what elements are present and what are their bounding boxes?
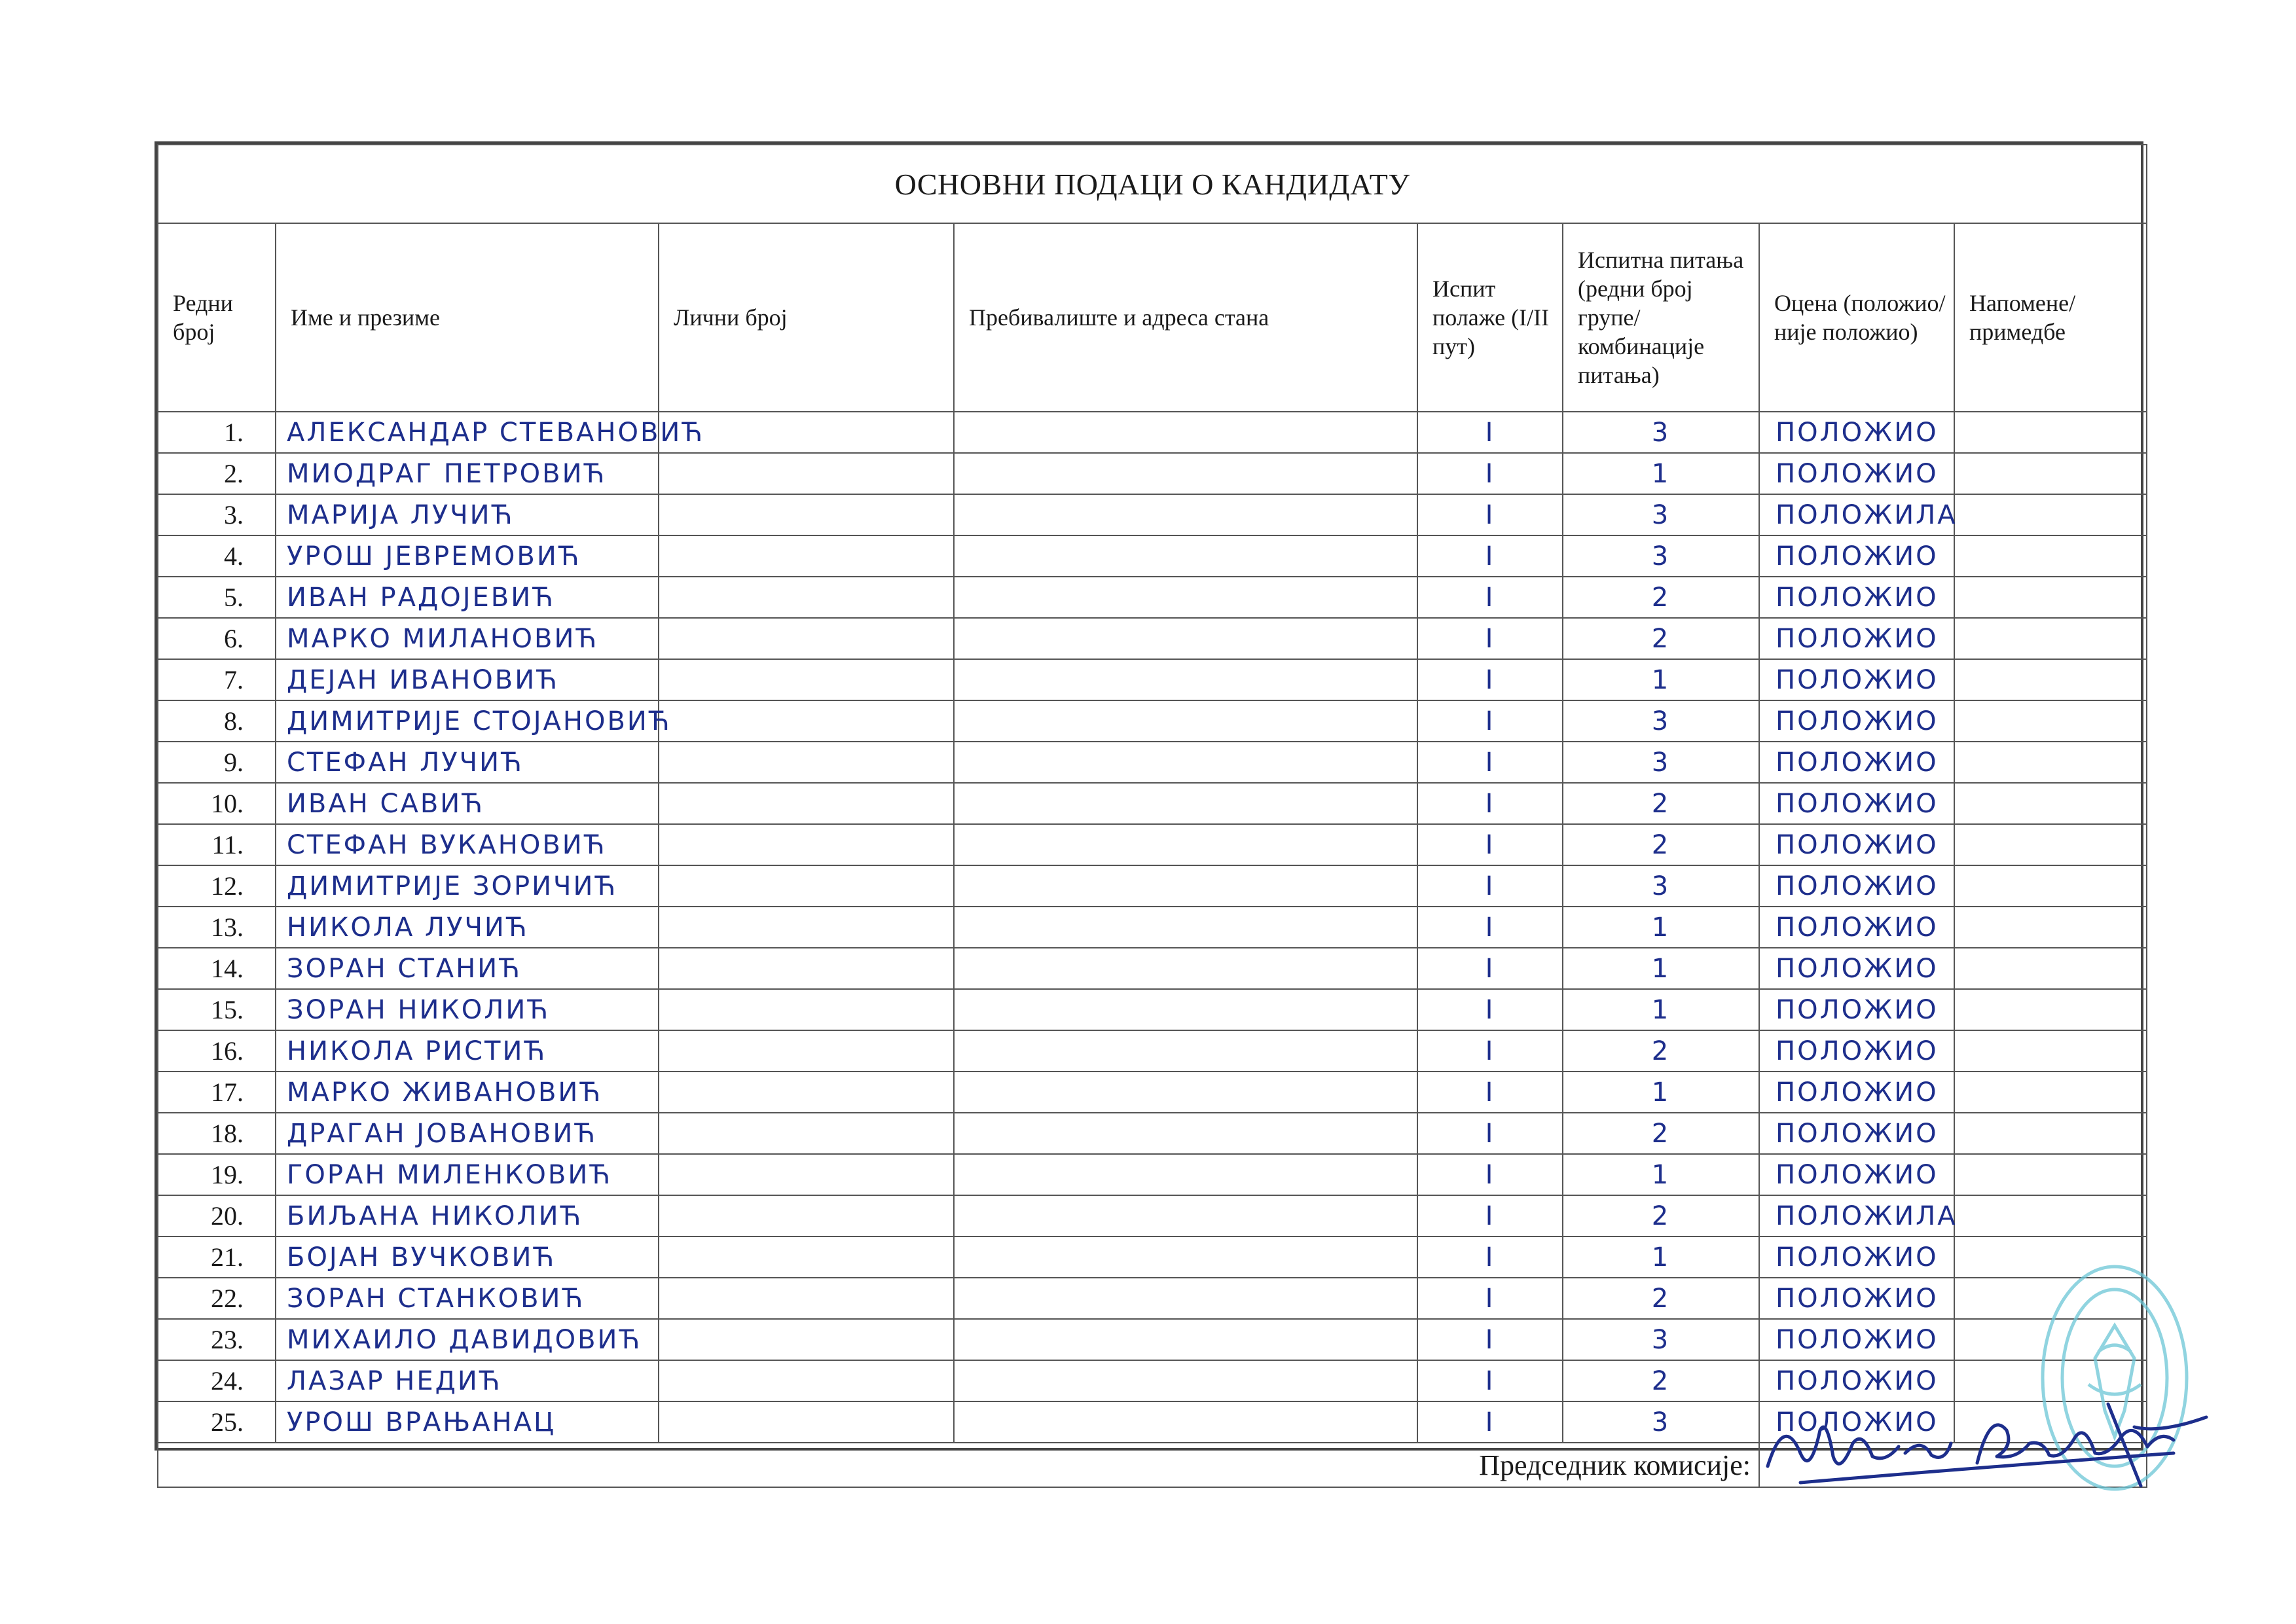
row-questions: 2 <box>1563 783 1759 824</box>
row-grade: ПОЛОЖИО <box>1759 989 1954 1030</box>
row-notes <box>1954 659 2147 700</box>
row-name: БИЉАНА НИКОЛИЋ <box>276 1195 659 1236</box>
table-row <box>158 824 2147 865</box>
row-address <box>954 989 1417 1030</box>
col-header-ordinal: Редни број <box>158 223 276 412</box>
row-personal-number <box>659 907 954 948</box>
col-header-attempt: Испит полаже (I/II пут) <box>1417 223 1563 412</box>
row-grade: ПОЛОЖИО <box>1759 1360 1954 1401</box>
table-row <box>158 907 2147 948</box>
row-questions: 2 <box>1563 618 1759 659</box>
row-questions: 1 <box>1563 1154 1759 1195</box>
table-row <box>158 453 2147 494</box>
row-personal-number <box>659 453 954 494</box>
row-notes <box>1954 1154 2147 1195</box>
table-row <box>158 783 2147 824</box>
col-header-notes: Напомене/ примедбе <box>1954 223 2147 412</box>
table-row <box>158 1278 2147 1319</box>
row-notes <box>1954 824 2147 865</box>
row-number: 11. <box>158 824 276 865</box>
table-row <box>158 948 2147 989</box>
table-row <box>158 494 2147 535</box>
row-number: 16. <box>158 1030 276 1072</box>
row-address <box>954 618 1417 659</box>
table-row <box>158 412 2147 453</box>
row-name: ГОРАН МИЛЕНКОВИЋ <box>276 1154 659 1195</box>
row-name: СТЕФАН ЛУЧИЋ <box>276 742 659 783</box>
row-attempt: I <box>1417 577 1563 618</box>
row-grade: ПОЛОЖИО <box>1759 659 1954 700</box>
row-personal-number <box>659 700 954 742</box>
row-questions: 1 <box>1563 659 1759 700</box>
row-number: 21. <box>158 1236 276 1278</box>
row-grade: ПОЛОЖИО <box>1759 577 1954 618</box>
row-number: 5. <box>158 577 276 618</box>
row-notes <box>1954 1195 2147 1236</box>
row-number: 15. <box>158 989 276 1030</box>
row-address <box>954 1195 1417 1236</box>
row-notes <box>1954 577 2147 618</box>
table-row <box>158 1319 2147 1360</box>
row-address <box>954 1236 1417 1278</box>
row-attempt: I <box>1417 1072 1563 1113</box>
row-name: ЗОРАН СТАНИЋ <box>276 948 659 989</box>
row-questions: 1 <box>1563 907 1759 948</box>
table-row <box>158 1154 2147 1195</box>
row-grade: ПОЛОЖИО <box>1759 1401 1954 1443</box>
row-questions: 2 <box>1563 1360 1759 1401</box>
row-personal-number <box>659 1072 954 1113</box>
row-address <box>954 412 1417 453</box>
row-address <box>954 535 1417 577</box>
row-questions: 3 <box>1563 742 1759 783</box>
row-personal-number <box>659 535 954 577</box>
table-row <box>158 577 2147 618</box>
table-row <box>158 1195 2147 1236</box>
row-notes <box>1954 1030 2147 1072</box>
row-name: АЛЕКСАНДАР СТЕВАНОВИЋ <box>276 412 659 453</box>
row-number: 24. <box>158 1360 276 1401</box>
table-row <box>158 1072 2147 1113</box>
row-grade: ПОЛОЖИО <box>1759 1113 1954 1154</box>
row-number: 25. <box>158 1401 276 1443</box>
row-questions: 3 <box>1563 412 1759 453</box>
row-grade: ПОЛОЖИО <box>1759 1236 1954 1278</box>
col-header-questions: Испитна питања (редни број групе/ комбинације питања) <box>1563 223 1759 412</box>
row-address <box>954 700 1417 742</box>
row-address <box>954 783 1417 824</box>
row-personal-number <box>659 1278 954 1319</box>
row-questions: 2 <box>1563 1195 1759 1236</box>
row-name: ЗОРАН НИКОЛИЋ <box>276 989 659 1030</box>
row-questions: 1 <box>1563 948 1759 989</box>
row-address <box>954 1113 1417 1154</box>
row-questions: 3 <box>1563 1401 1759 1443</box>
row-address <box>954 865 1417 907</box>
row-questions: 2 <box>1563 1278 1759 1319</box>
row-number: 6. <box>158 618 276 659</box>
row-attempt: I <box>1417 907 1563 948</box>
row-personal-number <box>659 1360 954 1401</box>
row-number: 18. <box>158 1113 276 1154</box>
row-grade: ПОЛОЖИО <box>1759 700 1954 742</box>
row-name: МАРКО МИЛАНОВИЋ <box>276 618 659 659</box>
table-row <box>158 618 2147 659</box>
row-personal-number <box>659 659 954 700</box>
row-address <box>954 494 1417 535</box>
row-personal-number <box>659 577 954 618</box>
row-name: ЛАЗАР НЕДИЋ <box>276 1360 659 1401</box>
row-grade: ПОЛОЖИО <box>1759 824 1954 865</box>
table-row <box>158 742 2147 783</box>
table-row <box>158 1113 2147 1154</box>
col-header-address: Пребивалиште и адреса стана <box>954 223 1417 412</box>
candidate-table <box>157 144 2147 1488</box>
row-address <box>954 1401 1417 1443</box>
row-attempt: I <box>1417 1154 1563 1195</box>
row-grade: ПОЛОЖИО <box>1759 742 1954 783</box>
row-notes <box>1954 494 2147 535</box>
table-row <box>158 989 2147 1030</box>
row-questions: 3 <box>1563 700 1759 742</box>
table-row <box>158 659 2147 700</box>
row-grade: ПОЛОЖИО <box>1759 535 1954 577</box>
row-attempt: I <box>1417 783 1563 824</box>
row-personal-number <box>659 1401 954 1443</box>
row-notes <box>1954 948 2147 989</box>
row-questions: 2 <box>1563 577 1759 618</box>
row-name: НИКОЛА ЛУЧИЋ <box>276 907 659 948</box>
row-grade: ПОЛОЖИО <box>1759 1319 1954 1360</box>
col-header-personal-number: Лични број <box>659 223 954 412</box>
row-address <box>954 742 1417 783</box>
row-questions: 2 <box>1563 824 1759 865</box>
row-notes <box>1954 453 2147 494</box>
row-notes <box>1954 412 2147 453</box>
row-attempt: I <box>1417 742 1563 783</box>
row-name: ИВАН РАДОЈЕВИЋ <box>276 577 659 618</box>
row-personal-number <box>659 989 954 1030</box>
row-attempt: I <box>1417 1195 1563 1236</box>
row-notes <box>1954 1113 2147 1154</box>
row-address <box>954 1319 1417 1360</box>
row-address <box>954 1154 1417 1195</box>
row-attempt: I <box>1417 1030 1563 1072</box>
candidate-form <box>155 141 2143 1481</box>
row-attempt: I <box>1417 1113 1563 1154</box>
row-notes <box>1954 1072 2147 1113</box>
row-name: МАРКО ЖИВАНОВИЋ <box>276 1072 659 1113</box>
table-body <box>158 412 2147 1443</box>
row-address <box>954 824 1417 865</box>
row-name: УРОШ ВРАЊАНАЦ <box>276 1401 659 1443</box>
row-attempt: I <box>1417 535 1563 577</box>
row-address <box>954 453 1417 494</box>
table-row <box>158 1236 2147 1278</box>
row-number: 19. <box>158 1154 276 1195</box>
row-name: БОЈАН ВУЧКОВИЋ <box>276 1236 659 1278</box>
row-grade: ПОЛОЖИО <box>1759 453 1954 494</box>
row-number: 7. <box>158 659 276 700</box>
row-number: 3. <box>158 494 276 535</box>
row-questions: 3 <box>1563 1319 1759 1360</box>
row-personal-number <box>659 1319 954 1360</box>
row-attempt: I <box>1417 659 1563 700</box>
row-personal-number <box>659 742 954 783</box>
row-number: 10. <box>158 783 276 824</box>
row-notes <box>1954 865 2147 907</box>
row-address <box>954 1072 1417 1113</box>
row-personal-number <box>659 494 954 535</box>
row-grade: ПОЛОЖИЛА <box>1759 1195 1954 1236</box>
row-personal-number <box>659 1154 954 1195</box>
row-grade: ПОЛОЖИО <box>1759 1154 1954 1195</box>
row-grade: ПОЛОЖИО <box>1759 1278 1954 1319</box>
row-number: 4. <box>158 535 276 577</box>
row-name: МАРИЈА ЛУЧИЋ <box>276 494 659 535</box>
row-name: МИОДРАГ ПЕТРОВИЋ <box>276 453 659 494</box>
row-name: НИКОЛА РИСТИЋ <box>276 1030 659 1072</box>
form-title: ОСНОВНИ ПОДАЦИ О КАНДИДАТУ <box>158 145 2147 223</box>
row-number: 2. <box>158 453 276 494</box>
row-number: 13. <box>158 907 276 948</box>
row-questions: 2 <box>1563 1113 1759 1154</box>
row-attempt: I <box>1417 1319 1563 1360</box>
row-grade: ПОЛОЖИО <box>1759 1072 1954 1113</box>
row-personal-number <box>659 865 954 907</box>
row-questions: 1 <box>1563 1236 1759 1278</box>
row-address <box>954 659 1417 700</box>
row-number: 14. <box>158 948 276 989</box>
row-notes <box>1954 783 2147 824</box>
row-notes <box>1954 535 2147 577</box>
table-row <box>158 865 2147 907</box>
row-personal-number <box>659 824 954 865</box>
row-number: 8. <box>158 700 276 742</box>
row-personal-number <box>659 1113 954 1154</box>
row-personal-number <box>659 948 954 989</box>
row-questions: 2 <box>1563 1030 1759 1072</box>
row-questions: 1 <box>1563 453 1759 494</box>
row-address <box>954 948 1417 989</box>
row-number: 23. <box>158 1319 276 1360</box>
row-personal-number <box>659 1236 954 1278</box>
row-questions: 3 <box>1563 535 1759 577</box>
row-notes <box>1954 907 2147 948</box>
row-grade: ПОЛОЖИО <box>1759 948 1954 989</box>
row-name: СТЕФАН ВУКАНОВИЋ <box>276 824 659 865</box>
row-questions: 1 <box>1563 989 1759 1030</box>
table-row <box>158 535 2147 577</box>
row-questions: 3 <box>1563 494 1759 535</box>
row-grade: ПОЛОЖИЛА <box>1759 494 1954 535</box>
row-address <box>954 907 1417 948</box>
row-attempt: I <box>1417 865 1563 907</box>
row-notes <box>1954 618 2147 659</box>
row-address <box>954 1360 1417 1401</box>
row-address <box>954 577 1417 618</box>
row-name: МИХАИЛО ДАВИДОВИЋ <box>276 1319 659 1360</box>
row-attempt: I <box>1417 700 1563 742</box>
row-name: ДИМИТРИЈЕ ЗОРИЧИЋ <box>276 865 659 907</box>
table-row <box>158 700 2147 742</box>
row-name: УРОШ ЈЕВРЕМОВИЋ <box>276 535 659 577</box>
row-attempt: I <box>1417 1401 1563 1443</box>
col-header-name: Име и презиме <box>276 223 659 412</box>
row-attempt: I <box>1417 824 1563 865</box>
row-grade: ПОЛОЖИО <box>1759 412 1954 453</box>
row-address <box>954 1030 1417 1072</box>
row-grade: ПОЛОЖИО <box>1759 865 1954 907</box>
row-name: ИВАН САВИЋ <box>276 783 659 824</box>
commission-president-label: Председник комисије: <box>158 1443 1759 1487</box>
row-personal-number <box>659 1030 954 1072</box>
row-questions: 3 <box>1563 865 1759 907</box>
row-number: 9. <box>158 742 276 783</box>
table-row <box>158 1030 2147 1072</box>
row-attempt: I <box>1417 1278 1563 1319</box>
row-attempt: I <box>1417 453 1563 494</box>
col-header-grade: Оцена (положио/ није положио) <box>1759 223 1954 412</box>
row-questions: 1 <box>1563 1072 1759 1113</box>
row-grade: ПОЛОЖИО <box>1759 1030 1954 1072</box>
row-attempt: I <box>1417 1236 1563 1278</box>
row-notes <box>1954 989 2147 1030</box>
row-attempt: I <box>1417 412 1563 453</box>
row-personal-number <box>659 1195 954 1236</box>
row-name: ЗОРАН СТАНКОВИЋ <box>276 1278 659 1319</box>
row-attempt: I <box>1417 618 1563 659</box>
row-personal-number <box>659 783 954 824</box>
row-number: 20. <box>158 1195 276 1236</box>
row-grade: ПОЛОЖИО <box>1759 618 1954 659</box>
row-attempt: I <box>1417 1360 1563 1401</box>
row-attempt: I <box>1417 948 1563 989</box>
row-name: ДИМИТРИЈЕ СТОЈАНОВИЋ <box>276 700 659 742</box>
row-address <box>954 1278 1417 1319</box>
row-personal-number <box>659 618 954 659</box>
row-notes <box>1954 700 2147 742</box>
row-name: ДРАГАН ЈОВАНОВИЋ <box>276 1113 659 1154</box>
row-number: 12. <box>158 865 276 907</box>
signature <box>1755 1391 2213 1489</box>
row-grade: ПОЛОЖИО <box>1759 907 1954 948</box>
row-number: 22. <box>158 1278 276 1319</box>
row-notes <box>1954 742 2147 783</box>
row-attempt: I <box>1417 494 1563 535</box>
row-grade: ПОЛОЖИО <box>1759 783 1954 824</box>
row-name: ДЕЈАН ИВАНОВИЋ <box>276 659 659 700</box>
row-attempt: I <box>1417 989 1563 1030</box>
row-number: 1. <box>158 412 276 453</box>
row-number: 17. <box>158 1072 276 1113</box>
